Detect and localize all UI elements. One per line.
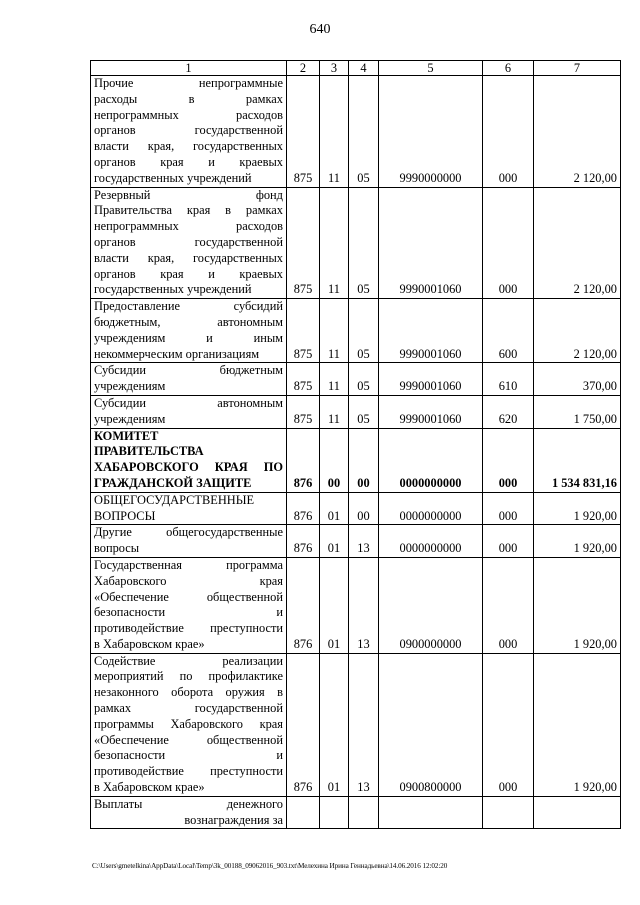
row-name <box>91 653 287 796</box>
row-name <box>91 76 287 188</box>
row-name-line: «Обеспечение общественной <box>94 732 283 747</box>
cell-expense-type-code: 000 <box>483 525 534 558</box>
cell-expense-type-code: 620 <box>483 395 534 428</box>
cell-section-code: 11 <box>320 76 349 188</box>
table-row <box>91 428 621 492</box>
row-name-line: Прочие непрограммные <box>94 76 283 90</box>
cell-admin-code: 876 <box>287 428 320 492</box>
header-col-4: 4 <box>349 61 379 76</box>
row-name <box>91 796 287 829</box>
row-name-line: Государственная программа <box>94 557 283 572</box>
table-row <box>91 363 621 396</box>
cell-expense-type-code: 000 <box>483 492 534 525</box>
cell-subsection-code: 05 <box>349 299 379 363</box>
table-row <box>91 796 621 829</box>
row-name-line: учреждениям <box>94 411 166 426</box>
cell-admin-code: 875 <box>287 299 320 363</box>
cell-expense-type-code: 000 <box>483 557 534 653</box>
row-name-line: ХАБАРОВСКОГО КРАЯ ПО <box>94 460 283 475</box>
row-name <box>91 428 287 492</box>
row-name-line: расходы в рамках <box>94 91 283 106</box>
cell-admin-code: 875 <box>287 395 320 428</box>
table-body <box>91 76 621 829</box>
cell-subsection-code: 00 <box>349 428 379 492</box>
cell-admin-code: 876 <box>287 653 320 796</box>
row-name-line: безопасности и <box>94 748 283 763</box>
row-name <box>91 525 287 558</box>
row-name-line: в Хабаровском крае» <box>94 780 205 795</box>
cell-subsection-code: 13 <box>349 525 379 558</box>
header-col-1: 1 <box>91 61 287 76</box>
row-name-line: Предоставление субсидий <box>94 299 283 314</box>
cell-amount: 1 534 831,16 <box>534 428 621 492</box>
cell-target-article-code: 9990001060 <box>379 299 483 363</box>
cell-section-code: 11 <box>320 187 349 299</box>
header-row <box>91 61 621 76</box>
cell-subsection-code: 00 <box>349 492 379 525</box>
cell-amount: 2 120,00 <box>534 76 621 188</box>
row-name-line: ОБЩЕГОСУДАРСТВЕННЫЕ <box>94 492 255 507</box>
row-name-line: противодействие преступности <box>94 764 283 779</box>
table-row <box>91 525 621 558</box>
cell-expense-type-code: 000 <box>483 428 534 492</box>
table-row <box>91 187 621 299</box>
cell-amount: 2 120,00 <box>534 299 621 363</box>
row-name-line: Хабаровского края <box>94 573 283 588</box>
row-name-line: безопасности и <box>94 605 283 620</box>
table-row <box>91 395 621 428</box>
row-name-line: государственных учреждений <box>94 282 252 297</box>
cell-subsection-code: 05 <box>349 395 379 428</box>
header-col-7: 7 <box>534 61 621 76</box>
row-name <box>91 492 287 525</box>
cell-target-article-code: 9990001060 <box>379 395 483 428</box>
row-name-line: противодействие преступности <box>94 621 283 636</box>
table-row <box>91 492 621 525</box>
row-name-line: власти края, государственных <box>94 250 283 265</box>
row-name-line: органов государственной <box>94 234 283 249</box>
cell-section-code <box>320 796 349 829</box>
cell-target-article-code: 0000000000 <box>379 428 483 492</box>
row-name-line: в Хабаровском крае» <box>94 636 205 651</box>
cell-amount: 1 920,00 <box>534 525 621 558</box>
cell-admin-code: 875 <box>287 76 320 188</box>
budget-table <box>90 60 621 829</box>
row-name-line: Другие общегосударственные <box>94 525 283 540</box>
row-name-line: программы Хабаровского края <box>94 716 283 731</box>
cell-target-article-code: 0000000000 <box>379 492 483 525</box>
cell-amount: 1 920,00 <box>534 492 621 525</box>
cell-target-article-code: 0900800000 <box>379 653 483 796</box>
cell-expense-type-code: 610 <box>483 363 534 396</box>
row-name <box>91 557 287 653</box>
footer-file-path: C:\Users\gmetelkina\AppData\Local\Temp\3k_00188_09062016_903.txt\Мелехина Ирина Геннадьевна\14.06.2016 12:02:20 <box>92 862 448 870</box>
cell-subsection-code: 05 <box>349 363 379 396</box>
cell-section-code: 11 <box>320 299 349 363</box>
table-row <box>91 299 621 363</box>
row-name-line: учреждениям <box>94 379 166 394</box>
cell-target-article-code: 0900000000 <box>379 557 483 653</box>
cell-admin-code <box>287 796 320 829</box>
cell-amount: 2 120,00 <box>534 187 621 299</box>
cell-admin-code: 876 <box>287 492 320 525</box>
cell-expense-type-code: 600 <box>483 299 534 363</box>
cell-admin-code: 876 <box>287 525 320 558</box>
header-col-2: 2 <box>287 61 320 76</box>
cell-target-article-code <box>379 796 483 829</box>
cell-subsection-code: 13 <box>349 557 379 653</box>
row-name-line: непрограммных расходов <box>94 107 283 122</box>
cell-target-article-code: 9990001060 <box>379 363 483 396</box>
row-name-line: мероприятий по профилактике <box>94 669 283 684</box>
cell-section-code: 01 <box>320 492 349 525</box>
cell-amount: 1 920,00 <box>534 653 621 796</box>
row-name-line: Правительства края в рамках <box>94 203 283 218</box>
cell-expense-type-code: 000 <box>483 76 534 188</box>
cell-amount <box>534 796 621 829</box>
cell-subsection-code: 05 <box>349 187 379 299</box>
row-name-line: рамках государственной <box>94 701 283 716</box>
header-col-5: 5 <box>379 61 483 76</box>
cell-admin-code: 875 <box>287 187 320 299</box>
row-name-line: Резервный фонд <box>94 187 283 202</box>
cell-target-article-code: 9990001060 <box>379 187 483 299</box>
table-row <box>91 653 621 796</box>
row-name-line: бюджетным, автономным <box>94 314 283 329</box>
row-name-line: непрограммных расходов <box>94 219 283 234</box>
row-name-line: вознаграждения за <box>184 812 283 827</box>
row-name <box>91 187 287 299</box>
row-name-line: учреждениям и иным <box>94 330 283 345</box>
row-name-line: Содействие реализации <box>94 653 283 668</box>
row-name-line: вопросы <box>94 541 140 556</box>
cell-subsection-code <box>349 796 379 829</box>
cell-admin-code: 875 <box>287 363 320 396</box>
page-number: 640 <box>309 22 331 37</box>
cell-target-article-code: 9990000000 <box>379 76 483 188</box>
row-name-line: ВОПРОСЫ <box>94 508 156 523</box>
row-name-line: органов края и краевых <box>94 154 283 169</box>
cell-amount: 1 750,00 <box>534 395 621 428</box>
row-name <box>91 363 287 396</box>
row-name-line: органов края и краевых <box>94 266 283 281</box>
cell-section-code: 11 <box>320 395 349 428</box>
row-name-line: «Обеспечение общественной <box>94 589 283 604</box>
table-row <box>91 76 621 188</box>
cell-expense-type-code: 000 <box>483 653 534 796</box>
row-name-line: органов государственной <box>94 123 283 138</box>
cell-amount: 370,00 <box>534 363 621 396</box>
cell-expense-type-code: 000 <box>483 187 534 299</box>
row-name <box>91 395 287 428</box>
cell-section-code: 01 <box>320 653 349 796</box>
header-col-3: 3 <box>320 61 349 76</box>
header-col-6: 6 <box>483 61 534 76</box>
row-name-line: ПРАВИТЕЛЬСТВА <box>94 444 204 459</box>
row-name-line: власти края, государственных <box>94 139 283 154</box>
row-name-line: ГРАЖДАНСКОЙ ЗАЩИТЕ <box>94 475 252 490</box>
row-name-line: КОМИТЕТ <box>94 428 159 443</box>
row-name-line: Субсидии бюджетным <box>94 363 283 378</box>
cell-expense-type-code <box>483 796 534 829</box>
cell-amount: 1 920,00 <box>534 557 621 653</box>
cell-section-code: 01 <box>320 525 349 558</box>
cell-target-article-code: 0000000000 <box>379 525 483 558</box>
row-name-line: государственных учреждений <box>94 170 252 185</box>
cell-admin-code: 876 <box>287 557 320 653</box>
row-name-line: незаконного оборота оружия в <box>94 685 283 700</box>
cell-section-code: 11 <box>320 363 349 396</box>
row-name-line: Субсидии автономным <box>94 395 283 410</box>
row-name-line: некоммерческим организациям <box>94 346 260 361</box>
row-name-line: Выплаты денежного <box>94 796 283 811</box>
cell-section-code: 00 <box>320 428 349 492</box>
cell-section-code: 01 <box>320 557 349 653</box>
cell-subsection-code: 13 <box>349 653 379 796</box>
row-name <box>91 299 287 363</box>
table-row <box>91 557 621 653</box>
cell-subsection-code: 05 <box>349 76 379 188</box>
